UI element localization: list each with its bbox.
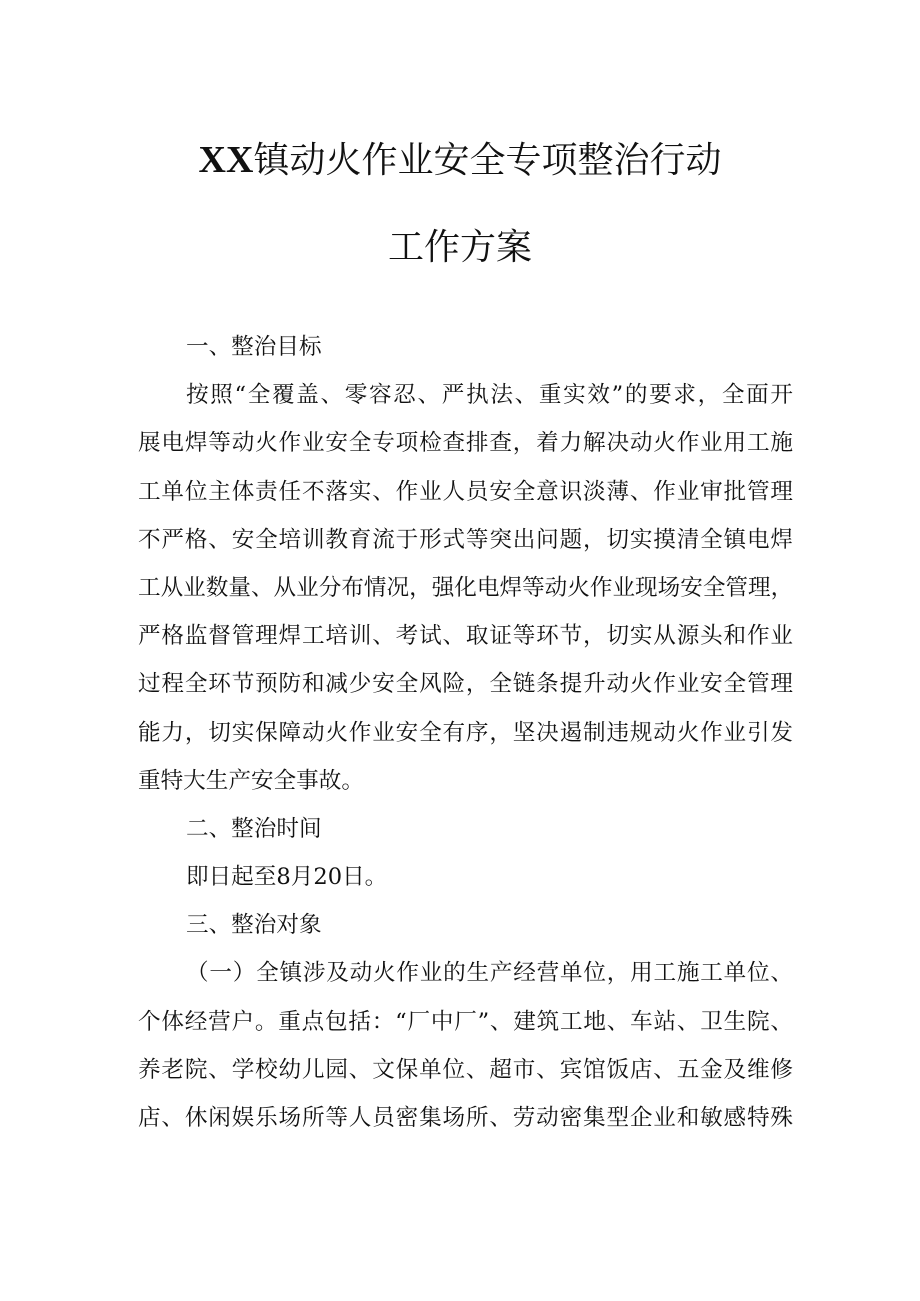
paragraph-line: 过程全环节预防和减少安全风险，全链条提升动火作业安全管理 [138, 671, 793, 698]
paragraph-line: 能力，切实保障动火作业安全有序，坚决遏制违规动火作业引发 [138, 719, 793, 746]
paragraph-line: 工从业数量、从业分布情况，强化电焊等动火作业现场安全管理， [138, 574, 793, 601]
section-heading-time: 二、整治时间 [186, 815, 322, 842]
title-rest: 镇动火作业安全专项整治行动 [253, 140, 722, 181]
paragraph-line: 不严格、安全培训教育流于形式等突出问题，切实摸清全镇电焊 [138, 526, 793, 553]
document-body [138, 323, 793, 1142]
paragraph-line: 店、休闲娱乐场所等人员密集场所、劳动密集型企业和敏感特殊 [138, 1105, 793, 1131]
paragraph-line: 按照“全覆盖、零容忍、严执法、重实效”的要求，全面开 [186, 382, 793, 409]
section-heading-targets: 三、整治对象 [186, 912, 322, 939]
paragraph-line: 即日起至8月20日。 [186, 864, 388, 891]
paragraph-line: 展电焊等动火作业安全专项检查排查，着力解决动火作业用工施 [138, 430, 793, 457]
paragraph-line: 严格监督管理焊工培训、考试、取证等环节，切实从源头和作业 [138, 623, 793, 650]
title-prefix: XX [198, 139, 254, 181]
document-title-line-1 [0, 138, 920, 183]
paragraph-line: 工单位主体责任不落实、作业人员安全意识淡薄、作业审批管理 [138, 478, 793, 505]
paragraph-line: （一）全镇涉及动火作业的生产经营单位，用工施工单位、 [186, 960, 793, 987]
paragraph-line: 重特大生产安全事故。 [138, 767, 364, 794]
paragraph-line: 养老院、学校幼儿园、文保单位、超市、宾馆饭店、五金及维修 [138, 1056, 793, 1083]
section-heading-goals: 一、整治目标 [186, 334, 322, 360]
paragraph-line: 个体经营户。重点包括：“厂中厂”、建筑工地、车站、卫生院、 [138, 1008, 793, 1035]
document-title-line-2: 工作方案 [387, 227, 532, 268]
